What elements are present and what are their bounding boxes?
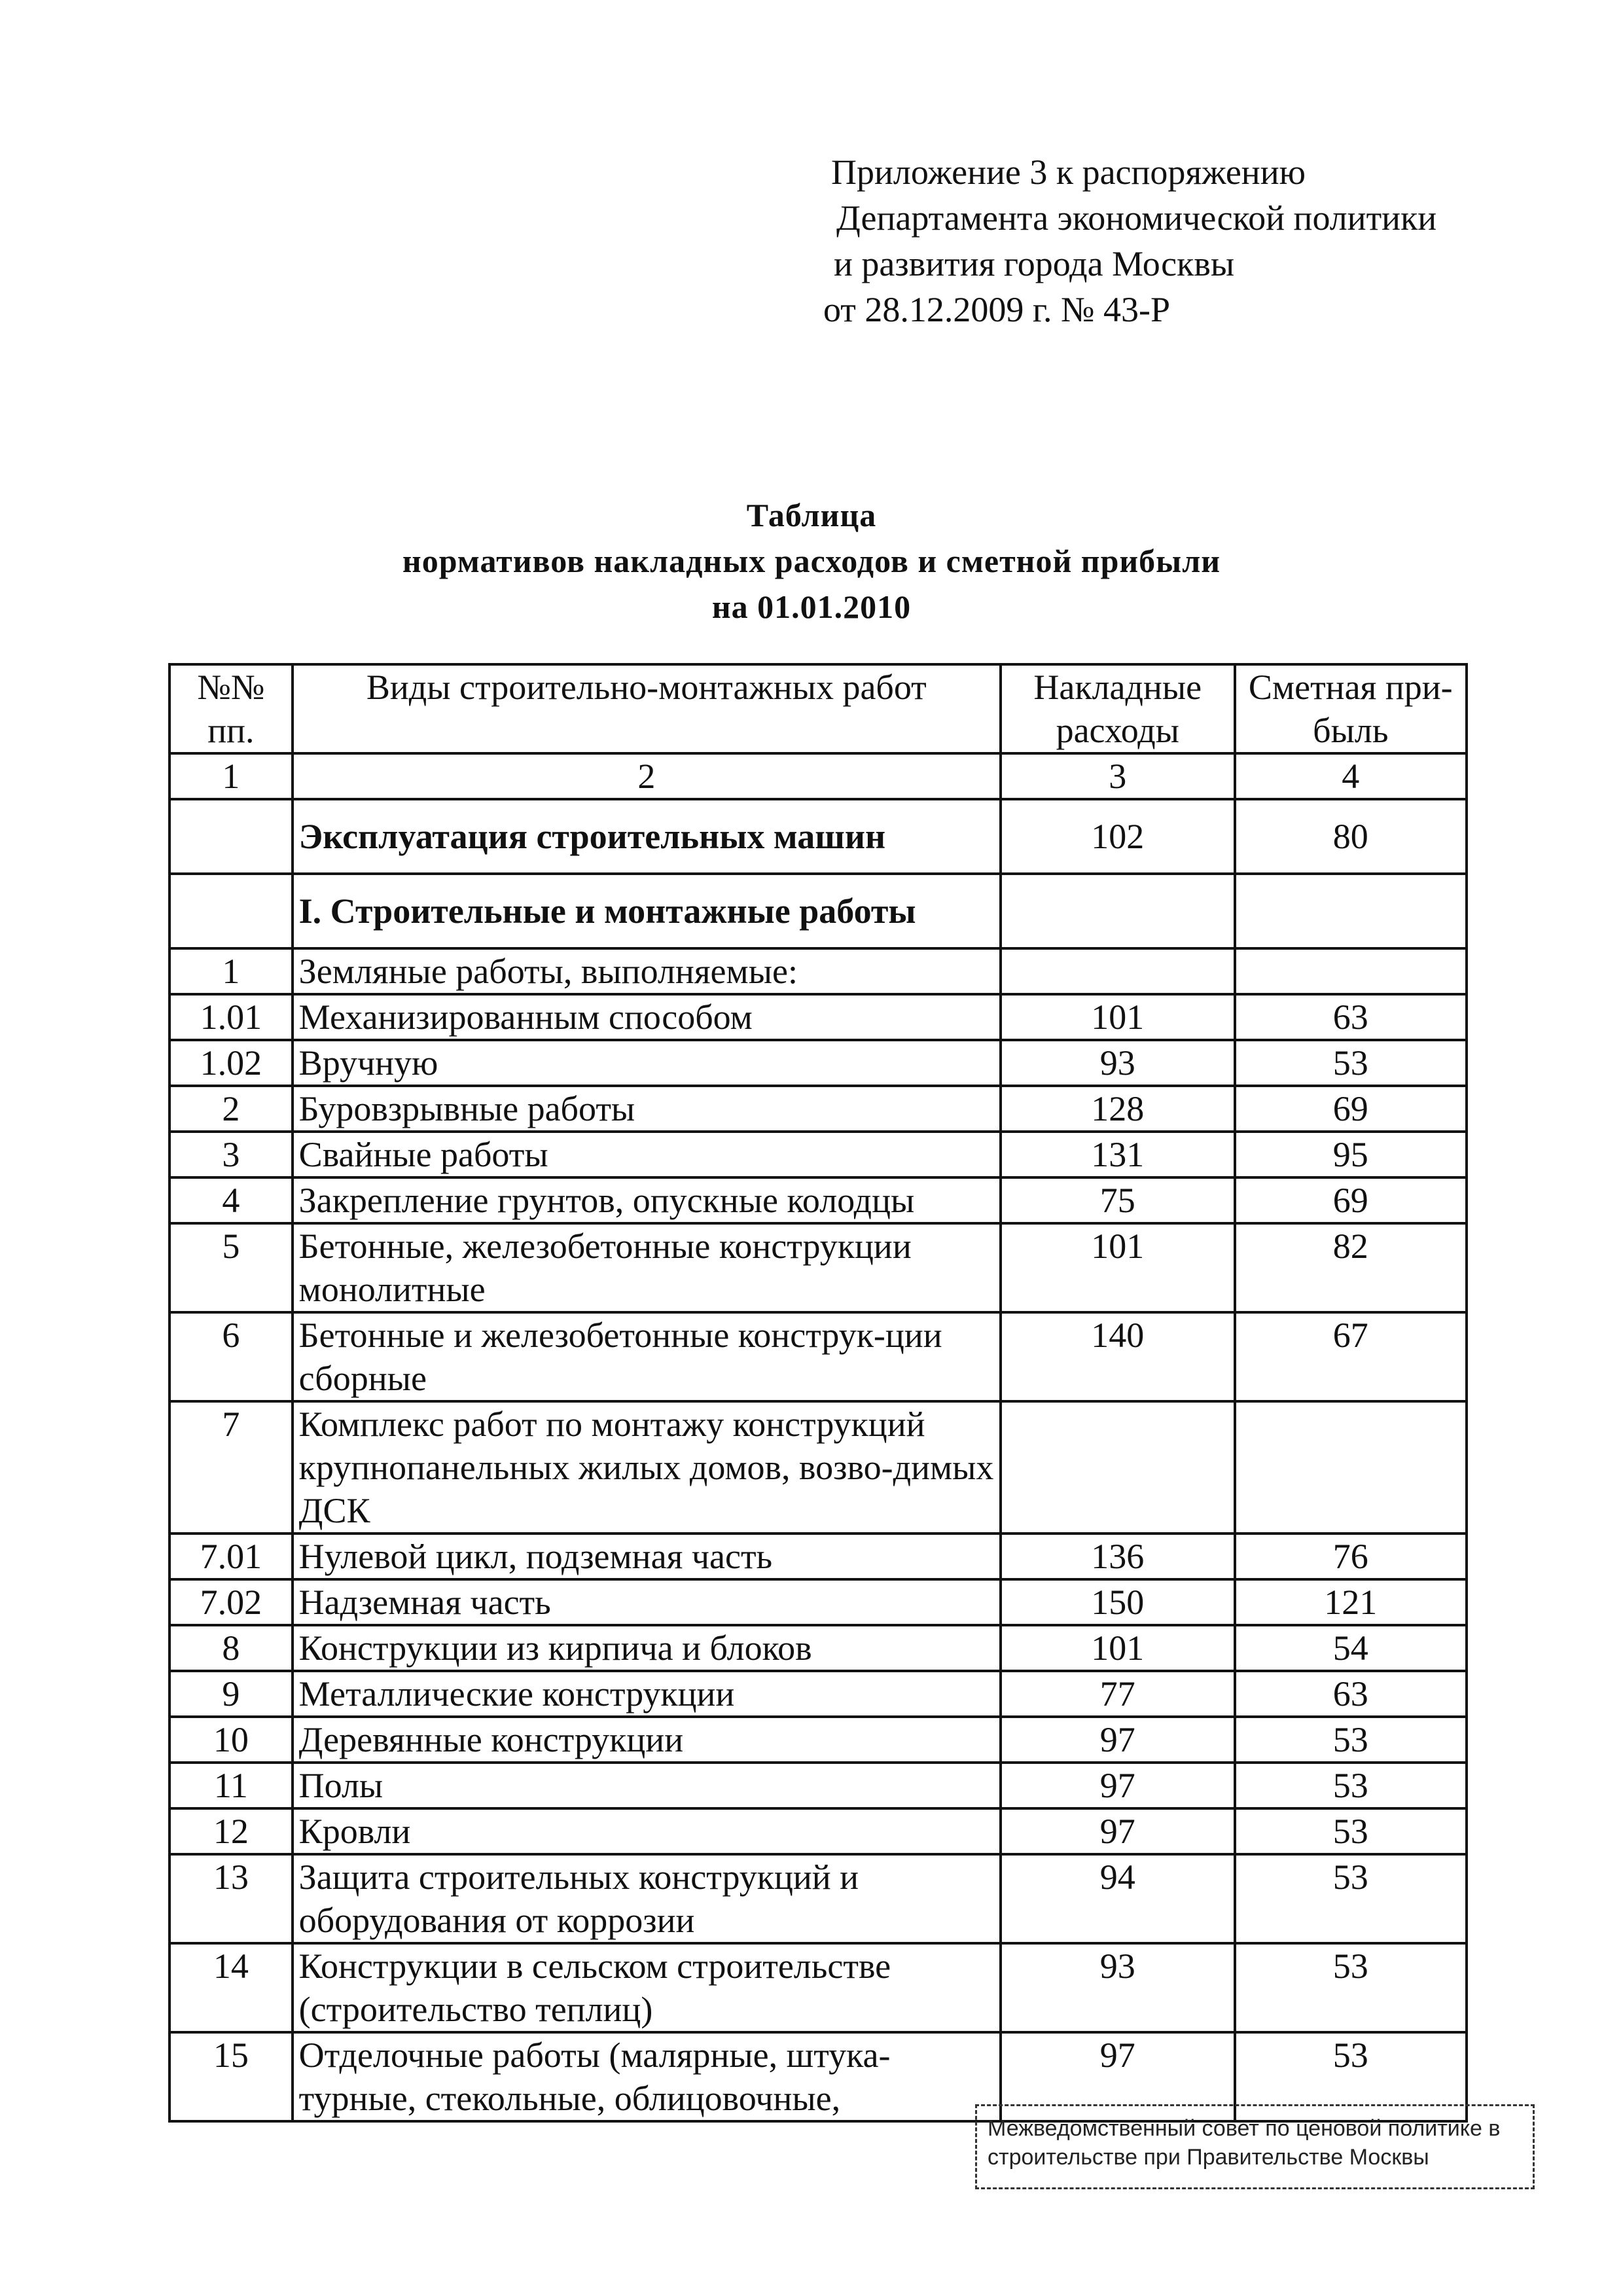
- row-overhead: 97: [1001, 2032, 1235, 2121]
- stamp-line-2: строительстве при Правительстве Москвы: [988, 2145, 1429, 2170]
- row-work-type: Бетонные и железобетонные конструк-ции сборные: [293, 1312, 1001, 1401]
- row-overhead: 101: [1001, 1223, 1235, 1312]
- row-profit: 82: [1235, 1223, 1467, 1312]
- table-numbering-row: [169, 753, 1467, 799]
- row-overhead: 93: [1001, 1040, 1235, 1086]
- row-profit: 54: [1235, 1625, 1467, 1671]
- table-row: [169, 1177, 1467, 1223]
- row-overhead: 101: [1001, 994, 1235, 1040]
- row-number: 7.01: [169, 1534, 293, 1579]
- row-number: 6: [169, 1312, 293, 1401]
- row-work-type: Земляные работы, выполняемые:: [293, 948, 1001, 994]
- row-profit: 53: [1235, 1717, 1467, 1763]
- column-number-3: 3: [1001, 753, 1235, 799]
- row-overhead: 75: [1001, 1177, 1235, 1223]
- row-number: 1.01: [169, 994, 293, 1040]
- row-profit: 69: [1235, 1177, 1467, 1223]
- row-profit: 53: [1235, 1808, 1467, 1854]
- row-profit: 53: [1235, 1040, 1467, 1086]
- row-work-type: Надземная часть: [293, 1579, 1001, 1625]
- row-work-type: Свайные работы: [293, 1132, 1001, 1177]
- row-overhead: 150: [1001, 1579, 1235, 1625]
- row-overhead: 97: [1001, 1808, 1235, 1854]
- header-overhead: Накладные расходы: [1001, 664, 1235, 753]
- table-row: [169, 1040, 1467, 1086]
- appendix-line-1: Приложение 3 к распоряжению: [831, 152, 1306, 192]
- row-work-type: Нулевой цикл, подземная часть: [293, 1534, 1001, 1579]
- row-work-type: Буровзрывные работы: [293, 1086, 1001, 1132]
- document-title: [0, 492, 1623, 630]
- row-work-type: Бетонные, железобетонные конструкции монолитные: [293, 1223, 1001, 1312]
- row-number: [169, 799, 293, 874]
- row-overhead: 101: [1001, 1625, 1235, 1671]
- row-overhead: 94: [1001, 1854, 1235, 1943]
- table-row: [169, 1943, 1467, 2032]
- row-overhead: 97: [1001, 1717, 1235, 1763]
- row-work-type: Металлические конструкции: [293, 1671, 1001, 1717]
- row-overhead: [1001, 1401, 1235, 1534]
- row-work-type: Эксплуатация строительных машин: [293, 799, 1001, 874]
- table-row: [169, 1534, 1467, 1579]
- row-number: 1.02: [169, 1040, 293, 1086]
- row-number: [169, 874, 293, 948]
- row-number: 3: [169, 1132, 293, 1177]
- row-overhead: 131: [1001, 1132, 1235, 1177]
- table-row: [169, 1717, 1467, 1763]
- title-line-3: на 01.01.2010: [711, 588, 912, 625]
- row-work-type: Конструкции в сельском строительстве (строительство теплиц): [293, 1943, 1001, 2032]
- row-overhead: [1001, 948, 1235, 994]
- table-row: [169, 1401, 1467, 1534]
- table-row: [169, 1671, 1467, 1717]
- row-work-type: I. Строительные и монтажные работы: [293, 874, 1001, 948]
- row-number: 2: [169, 1086, 293, 1132]
- row-profit: 53: [1235, 1763, 1467, 1808]
- table-row: [169, 1312, 1467, 1401]
- row-number: 14: [169, 1943, 293, 2032]
- row-profit: [1235, 1401, 1467, 1534]
- table-row: [169, 874, 1467, 948]
- row-number: 5: [169, 1223, 293, 1312]
- row-profit: 53: [1235, 1854, 1467, 1943]
- table-row: [169, 994, 1467, 1040]
- row-overhead: 140: [1001, 1312, 1235, 1401]
- council-stamp: [975, 2104, 1535, 2189]
- row-overhead: 128: [1001, 1086, 1235, 1132]
- row-number: 4: [169, 1177, 293, 1223]
- row-overhead: [1001, 874, 1235, 948]
- row-work-type: Механизированным способом: [293, 994, 1001, 1040]
- stamp-line-1: Межведомственный совет по ценовой политике в: [988, 2116, 1501, 2141]
- row-overhead: 77: [1001, 1671, 1235, 1717]
- column-number-1: 1: [169, 753, 293, 799]
- header-profit: Сметная при-быль: [1235, 664, 1467, 753]
- row-overhead: 136: [1001, 1534, 1235, 1579]
- table-row: [169, 1808, 1467, 1854]
- table-header-row: [169, 664, 1467, 753]
- row-profit: [1235, 874, 1467, 948]
- table-row: [169, 1625, 1467, 1671]
- table-row: [169, 948, 1467, 994]
- row-work-type: Конструкции из кирпича и блоков: [293, 1625, 1001, 1671]
- column-number-2: 2: [293, 753, 1001, 799]
- appendix-line-4: от 28.12.2009 г. № 43-Р: [823, 290, 1170, 329]
- row-work-type: Полы: [293, 1763, 1001, 1808]
- row-number: 12: [169, 1808, 293, 1854]
- row-work-type: Вручную: [293, 1040, 1001, 1086]
- title-line-1: Таблица: [746, 497, 877, 533]
- row-number: 13: [169, 1854, 293, 1943]
- row-number: 7: [169, 1401, 293, 1534]
- appendix-line-3: и развития города Москвы: [834, 244, 1235, 283]
- header-number: №№ пп.: [169, 664, 293, 753]
- row-number: 1: [169, 948, 293, 994]
- row-profit: 53: [1235, 2032, 1467, 2121]
- row-overhead: 97: [1001, 1763, 1235, 1808]
- table-row: [169, 1132, 1467, 1177]
- row-work-type: Кровли: [293, 1808, 1001, 1854]
- appendix-line-2: Департамента экономической политики: [836, 198, 1437, 238]
- table-row: [169, 1763, 1467, 1808]
- row-number: 9: [169, 1671, 293, 1717]
- row-profit: 63: [1235, 994, 1467, 1040]
- row-work-type: Защита строительных конструкций и оборудования от коррозии: [293, 1854, 1001, 1943]
- row-number: 11: [169, 1763, 293, 1808]
- row-work-type: Отделочные работы (малярные, штука-турные, стекольные, облицовочные,: [293, 2032, 1001, 2121]
- row-number: 7.02: [169, 1579, 293, 1625]
- table-row: [169, 1854, 1467, 1943]
- norms-table: [168, 663, 1468, 2123]
- row-number: 15: [169, 2032, 293, 2121]
- row-profit: 76: [1235, 1534, 1467, 1579]
- header-work-type: Виды строительно-монтажных работ: [293, 664, 1001, 753]
- appendix-header: [823, 149, 1437, 332]
- row-profit: 121: [1235, 1579, 1467, 1625]
- row-profit: 69: [1235, 1086, 1467, 1132]
- column-number-4: 4: [1235, 753, 1467, 799]
- table-row: [169, 799, 1467, 874]
- row-profit: 95: [1235, 1132, 1467, 1177]
- row-profit: 63: [1235, 1671, 1467, 1717]
- row-profit: 80: [1235, 799, 1467, 874]
- row-work-type: Закрепление грунтов, опускные колодцы: [293, 1177, 1001, 1223]
- row-work-type: Деревянные конструкции: [293, 1717, 1001, 1763]
- row-overhead: 93: [1001, 1943, 1235, 2032]
- row-number: 8: [169, 1625, 293, 1671]
- table-row: [169, 1579, 1467, 1625]
- row-profit: [1235, 948, 1467, 994]
- row-profit: 67: [1235, 1312, 1467, 1401]
- row-work-type: Комплекс работ по монтажу конструкций крупнопанельных жилых домов, возво-димых ДСК: [293, 1401, 1001, 1534]
- title-line-2: нормативов накладных расходов и сметной прибыли: [402, 543, 1221, 579]
- row-number: 10: [169, 1717, 293, 1763]
- table-row: [169, 1223, 1467, 1312]
- row-overhead: 102: [1001, 799, 1235, 874]
- table-row: [169, 1086, 1467, 1132]
- row-profit: 53: [1235, 1943, 1467, 2032]
